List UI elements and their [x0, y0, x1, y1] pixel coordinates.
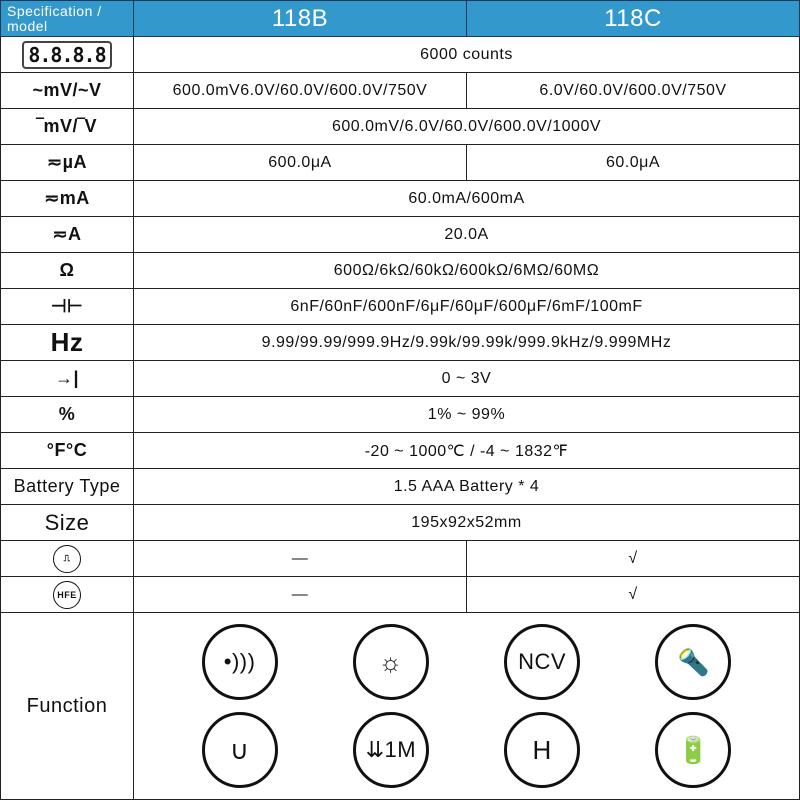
spec-value-118b: — [134, 577, 467, 613]
ohm-icon: Ω [59, 260, 75, 280]
micro-amp-icon: ≂µA [47, 152, 87, 172]
spec-value-118c: √ [467, 577, 800, 613]
data-hold-icon: H [504, 712, 580, 788]
continuity-buzzer-icon: •))) [202, 624, 278, 700]
spec-row [1, 361, 800, 397]
spec-value: 6nF/60nF/600nF/6μF/60μF/600μF/6mF/100mF [134, 289, 800, 325]
spec-label-cell [1, 361, 134, 397]
spec-label-cell [1, 541, 134, 577]
spec-label-cell [1, 73, 134, 109]
spec-value: 195x92x52mm [134, 505, 800, 541]
spec-row [1, 145, 800, 181]
spec-row [1, 505, 800, 541]
spec-row [1, 109, 800, 145]
spec-label-cell [1, 109, 134, 145]
function-row [1, 613, 800, 800]
header-spec-label: Specification / model [1, 1, 134, 37]
spec-value-118b: — [134, 541, 467, 577]
spec-value: 600Ω/6kΩ/60kΩ/600kΩ/6MΩ/60MΩ [134, 253, 800, 289]
spec-row [1, 325, 800, 361]
spec-value-118c: 60.0μA [467, 145, 800, 181]
hfe-icon: HFE [53, 581, 81, 609]
low-battery-icon: 🔋 [655, 712, 731, 788]
function-icons [134, 624, 799, 788]
spec-value: 6000 counts [134, 37, 800, 73]
spec-value-118b: 600.0mV6.0V/60.0V/600.0V/750V [134, 73, 467, 109]
spec-row [1, 37, 800, 73]
spec-row [1, 397, 800, 433]
spec-label: Battery Type [13, 476, 121, 496]
lcd-display-icon: 8.8.8.8 [22, 41, 111, 69]
header-row [1, 1, 800, 37]
milli-amp-icon: ≂mA [44, 188, 90, 208]
spec-label-cell [1, 433, 134, 469]
spec-row [1, 73, 800, 109]
spec-label-cell [1, 505, 134, 541]
spec-label-cell [1, 577, 134, 613]
spec-row [1, 217, 800, 253]
magnet-probe-icon: ∪ [202, 712, 278, 788]
spec-label: Size [44, 509, 90, 535]
frequency-icon: Hz [50, 327, 84, 357]
spec-row [1, 253, 800, 289]
ac-voltage-icon: ~mV/~V [32, 80, 102, 100]
duty-cycle-icon: % [58, 404, 76, 424]
spec-value: 20.0A [134, 217, 800, 253]
header-118b: 118B [134, 1, 467, 37]
input-impedance-1m-icon: ⇊1M [353, 712, 429, 788]
spec-value: 1% ~ 99% [134, 397, 800, 433]
spec-value: 60.0mA/600mA [134, 181, 800, 217]
spec-value: 0 ~ 3V [134, 361, 800, 397]
spec-row [1, 541, 800, 577]
spec-label-cell [1, 181, 134, 217]
spec-value: 9.99/99.99/999.9Hz/9.99k/99.99k/999.9kHz/9.999MHz [134, 325, 800, 361]
spec-value-118c: √ [467, 541, 800, 577]
ncv-icon: NCV [504, 624, 580, 700]
spec-label-cell [1, 397, 134, 433]
amp-icon: ≂A [52, 224, 82, 244]
spec-row [1, 433, 800, 469]
spec-label-cell [1, 325, 134, 361]
spec-value: 1.5 AAA Battery * 4 [134, 469, 800, 505]
square-wave-output-icon: ⎍ [53, 545, 81, 573]
spec-label-cell [1, 289, 134, 325]
spec-row [1, 181, 800, 217]
flashlight-icon: 🔦 [655, 624, 731, 700]
capacitor-icon: ⊣⊢ [50, 296, 84, 316]
dc-voltage-icon: ‾mV/‾V [36, 116, 97, 136]
header-118c: 118C [467, 1, 800, 37]
spec-value-118c: 6.0V/60.0V/600.0V/750V [467, 73, 800, 109]
spec-value-118b: 600.0μA [134, 145, 467, 181]
temperature-icon: °F°C [46, 440, 88, 460]
diode-icon: →| [54, 368, 80, 388]
spec-row [1, 289, 800, 325]
spec-label-cell [1, 253, 134, 289]
function-label: Function [1, 613, 134, 800]
spec-label-cell [1, 37, 134, 73]
spec-value: 600.0mV/6.0V/60.0V/600.0V/1000V [134, 109, 800, 145]
spec-row [1, 577, 800, 613]
spec-value: -20 ~ 1000℃ / -4 ~ 1832℉ [134, 433, 800, 469]
spec-row [1, 469, 800, 505]
spec-label-cell [1, 217, 134, 253]
backlight-icon: ☼ [353, 624, 429, 700]
spec-label-cell [1, 469, 134, 505]
spec-label-cell [1, 145, 134, 181]
